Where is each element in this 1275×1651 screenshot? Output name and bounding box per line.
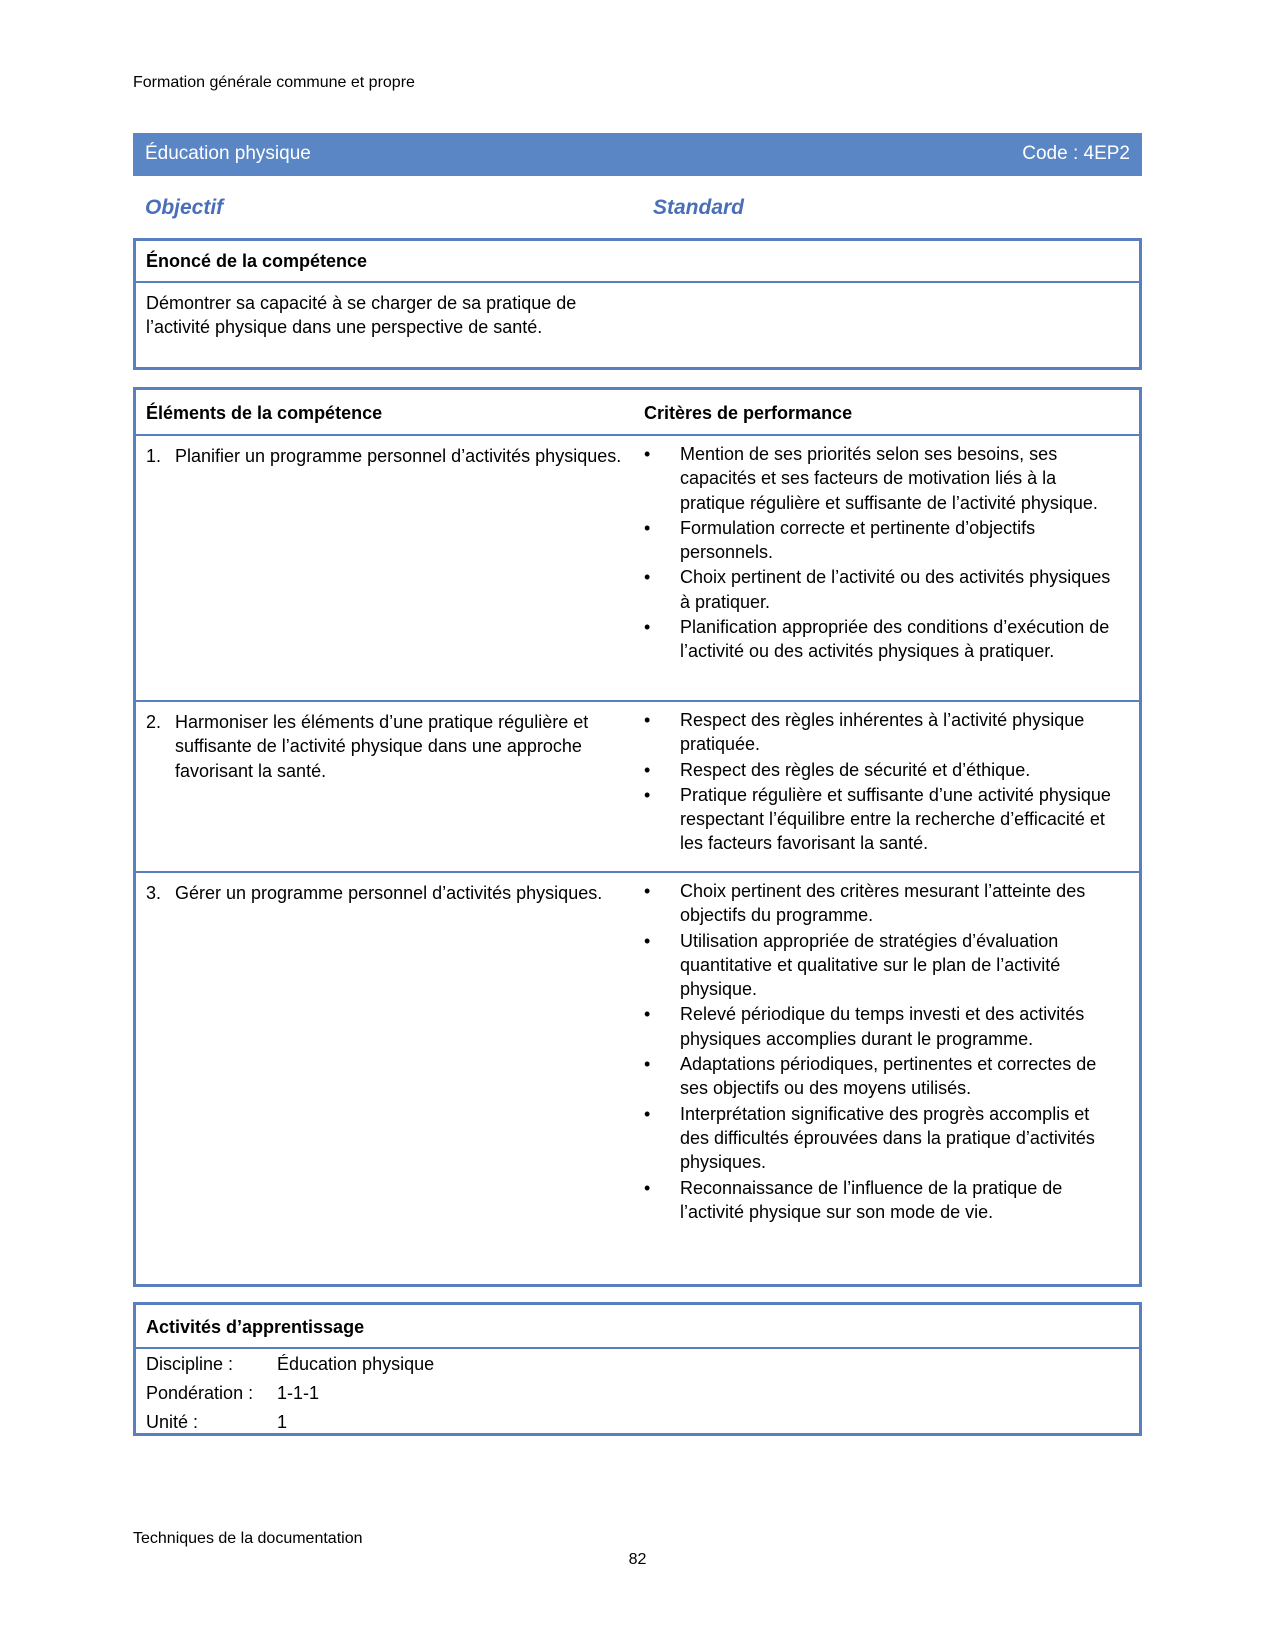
standard-label: Standard [653,196,745,219]
element-text: Gérer un programme personnel d’activités physiques. [175,883,603,903]
list-item [644,442,1114,515]
bullet-icon: • [644,1054,651,1075]
list-item [644,708,1114,757]
discipline-line [136,1349,1139,1378]
bullet-icon: • [644,1103,651,1124]
bullet-icon: • [644,710,651,730]
element-cell [146,881,626,905]
critere-text: Choix pertinent de l’activité ou des activités physiques à pratiquer. [680,567,1111,612]
element-number: 1. [146,446,162,466]
page-number: 82 [628,1551,647,1568]
element-text: Harmoniser les éléments d’une pratique régulière et suffisante de l’activité physique dans une approche favorisant la santé. [175,712,589,781]
element-number: 3. [146,883,162,903]
unite-value: 1 [277,1412,288,1432]
activites-box [133,1302,1142,1436]
col-criteres-header: Critères de performance [644,403,853,423]
bullet-icon: • [644,784,651,805]
list-item [644,929,1114,1002]
discipline-value: Éducation physique [277,1354,435,1374]
bullet-icon: • [644,1004,651,1025]
critere-text: Respect des règles inhérentes à l’activité physique pratiquée. [680,710,1085,755]
element-number: 2. [146,712,162,732]
table-row [136,702,1139,873]
critere-text: Interprétation significative des progrès accomplis et des difficultés éprouvées dans la pratique d’activités physiques. [680,1103,1095,1173]
critere-text: Formulation correcte et pertinente d’objectifs personnels. [680,517,1036,563]
element-cell [146,444,626,468]
list-item [644,516,1114,565]
activites-title: Activités d’apprentissage [136,1305,1139,1349]
unite-line [136,1407,1139,1436]
list-item [644,758,1114,782]
header-top-text: Formation générale commune et propre [133,74,415,91]
discipline-label: Discipline : [146,1354,234,1374]
critere-text: Utilisation appropriée de stratégies d’évaluation quantitative et qualitative sur le plan de l’activité physique. [680,930,1061,1000]
critere-text: Choix pertinent des critères mesurant l’atteinte des objectifs du programme. [680,881,1086,926]
ponderation-value: 1-1-1 [277,1383,320,1403]
critere-text: Pratique régulière et suffisante d’une activité physique respectant l’équilibre entre la recherche d’efficacité et les facteurs favorisant la santé. [680,784,1111,854]
enonce-title: Énoncé de la compétence [136,241,1139,283]
element-text: Planifier un programme personnel d’activités physiques. [175,446,622,466]
objectif-label: Objectif [145,196,224,219]
unite-label: Unité : [146,1412,199,1432]
bullet-icon: • [644,444,651,464]
list-item [644,1176,1114,1225]
bullet-icon: • [644,930,651,951]
list-item [644,1102,1114,1175]
critere-text: Reconnaissance de l’influence de la pratique de l’activité physique sur son mode de vie. [680,1177,1063,1222]
table-row [136,873,1139,1251]
title-bar [133,133,1142,176]
list-item [644,879,1114,928]
bullet-icon: • [644,881,651,901]
list-item [644,615,1114,664]
bullet-icon: • [644,567,651,588]
competence-rows [136,436,1139,1251]
bullet-icon: • [644,759,651,780]
critere-text: Adaptations périodiques, pertinentes et correctes de ses objectifs ou des moyens utilisés. [680,1054,1097,1099]
ponderation-label: Pondération : [146,1383,254,1403]
label-row [145,196,1045,220]
bullet-icon: • [644,1177,651,1198]
bullet-icon: • [644,517,651,538]
criteres-list [644,879,1114,1225]
course-title: Éducation physique [145,143,311,164]
col-elements-header: Éléments de la compétence [146,403,383,423]
competence-table [133,387,1142,1287]
footer-text: Techniques de la documentation [133,1530,363,1547]
list-item [644,1052,1114,1101]
element-cell [146,710,626,783]
list-item [644,1002,1114,1051]
critere-text: Relevé périodique du temps investi et des activités physiques accomplies durant le programme. [680,1004,1085,1049]
critere-text: Planification appropriée des conditions d’exécution de l’activité ou des activités physiques à pratiquer. [680,617,1110,662]
criteres-list [644,708,1114,857]
enonce-text: Démontrer sa capacité à se charger de sa pratique de l’activité physique dans une perspective de santé. [146,293,577,337]
list-item [644,783,1114,856]
list-item [644,565,1114,614]
course-code: Code : 4EP2 [1022,143,1130,164]
critere-text: Mention de ses priorités selon ses besoins, ses capacités et ses facteurs de motivation liés à la pratique régulière et suffisante de l’activité physique. [680,444,1098,513]
critere-text: Respect des règles de sécurité et d’éthique. [680,759,1031,780]
ponderation-line [136,1378,1139,1407]
bullet-icon: • [644,617,651,638]
table-row [136,436,1139,702]
enonce-box [133,238,1142,370]
criteres-list [644,442,1114,665]
competence-table-header [136,390,1139,436]
